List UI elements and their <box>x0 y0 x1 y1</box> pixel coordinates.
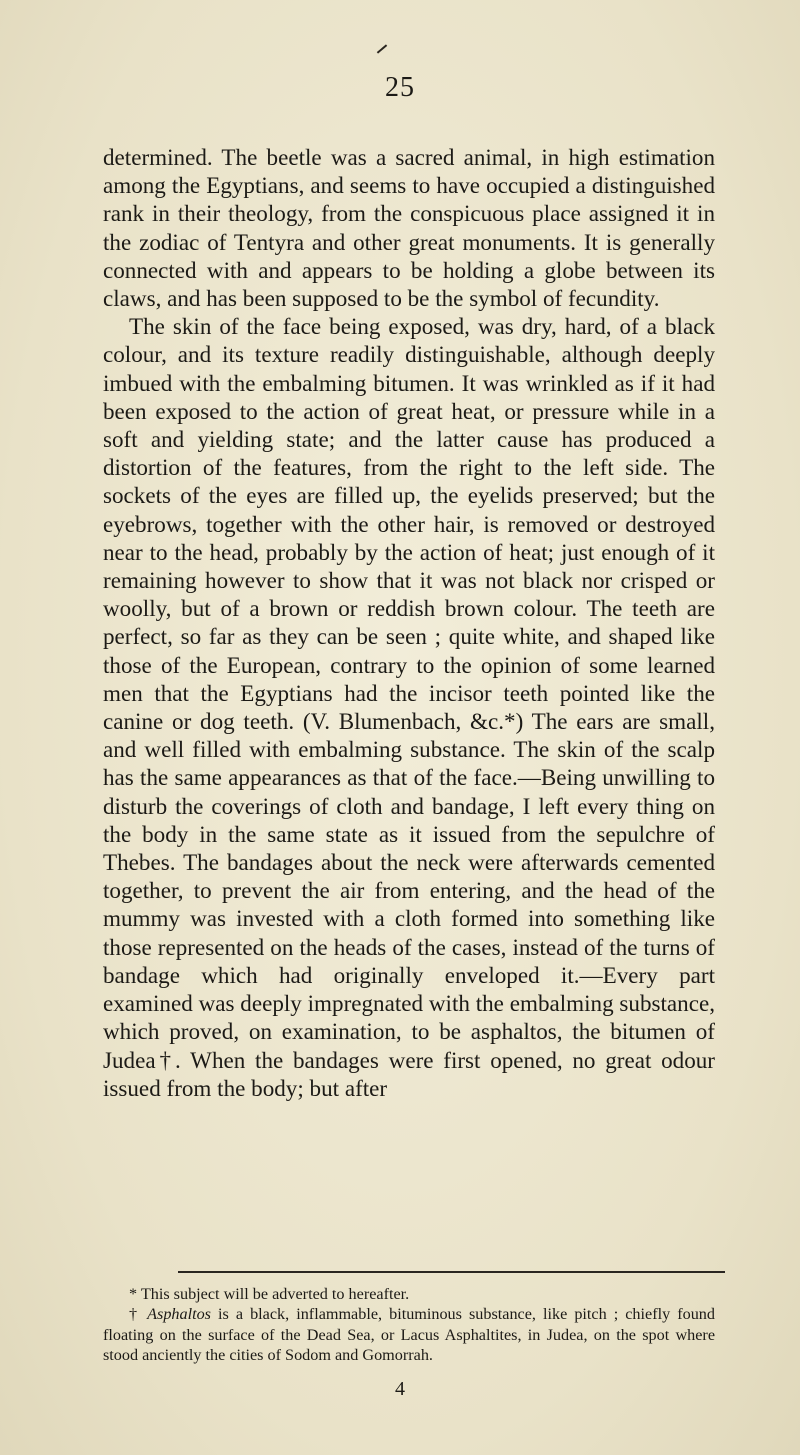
signature-mark: 4 <box>395 1378 405 1400</box>
footnote-divider <box>178 1271 725 1273</box>
footnote-asphaltos <box>103 1304 715 1365</box>
footnote-asphaltos-text: is a black, inflammable, bituminous substance, like pitch ; chiefly found floating on the surface of the Dead Sea, or Lacus Asphaltites, in Judea, on the spot where stood anciently the cities of Sodom and Gomorrah. <box>103 1305 715 1364</box>
margin-mark <box>377 44 387 53</box>
paragraph-skin: The skin of the face being exposed, was dry, hard, of a black colour, and its texture readily distinguishable, although deeply imbued with the embalming bitumen. It was wrinkled as if it had been exposed to the action of great heat, or pressure while in a soft and yielding state; and the latter cause has produced a distortion of the features, from the right to the left side. The sockets of the eyes are filled up, the eyelids preserved; but the eyebrows, together with the other hair, is removed or destroyed near to the head, probably by the action of heat; just enough of it remaining however to show that it was not black nor crisped or woolly, but of a brown or reddish brown colour. The teeth are perfect, so far as they can be seen ; quite white, and shaped like those of the European, contrary to the opinion of some learned men that the Egyptians had the incisor teeth pointed like the canine or dog teeth. (V. Blumenbach, &c.*) The ears are small, and well filled with embalming substance. The skin of the scalp has the same appearances as that of the face.—Being unwilling to disturb the coverings of cloth and bandage, I left every thing on the body in the same state as it issued from the sepulchre of Thebes. The bandages about the neck were afterwards cemented together, to prevent the air from entering, and the head of the mummy was invested with a cloth formed into something like those represented on the heads of the cases, instead of the turns of bandage which had originally enveloped it.—Every part examined was deeply impregnated with the embalming substance, which proved, on examination, to be asphaltos, the bitumen of Judea†. When the bandages were first opened, no great odour issued from the body; but after <box>103 313 715 1101</box>
paragraph-beetle: determined. The beetle was a sacred animal, in high estimation among the Egyptians, and seems to have occupied a distinguished rank in their theology, from the conspicuous place assigned it in the zodiac of Tentyra and other great monuments. It is generally connected with and appears to be holding a globe between its claws, and has been supposed to be the symbol of fecundity. <box>103 144 715 312</box>
footnotes <box>103 1284 715 1365</box>
main-text <box>103 143 715 1102</box>
page-number: 25 <box>385 72 415 103</box>
footnote-blumenbach: * This subject will be adverted to hereafter. <box>129 1285 410 1303</box>
footnote-term: Asphaltos <box>147 1305 211 1324</box>
footnote-dagger: † <box>129 1305 148 1324</box>
